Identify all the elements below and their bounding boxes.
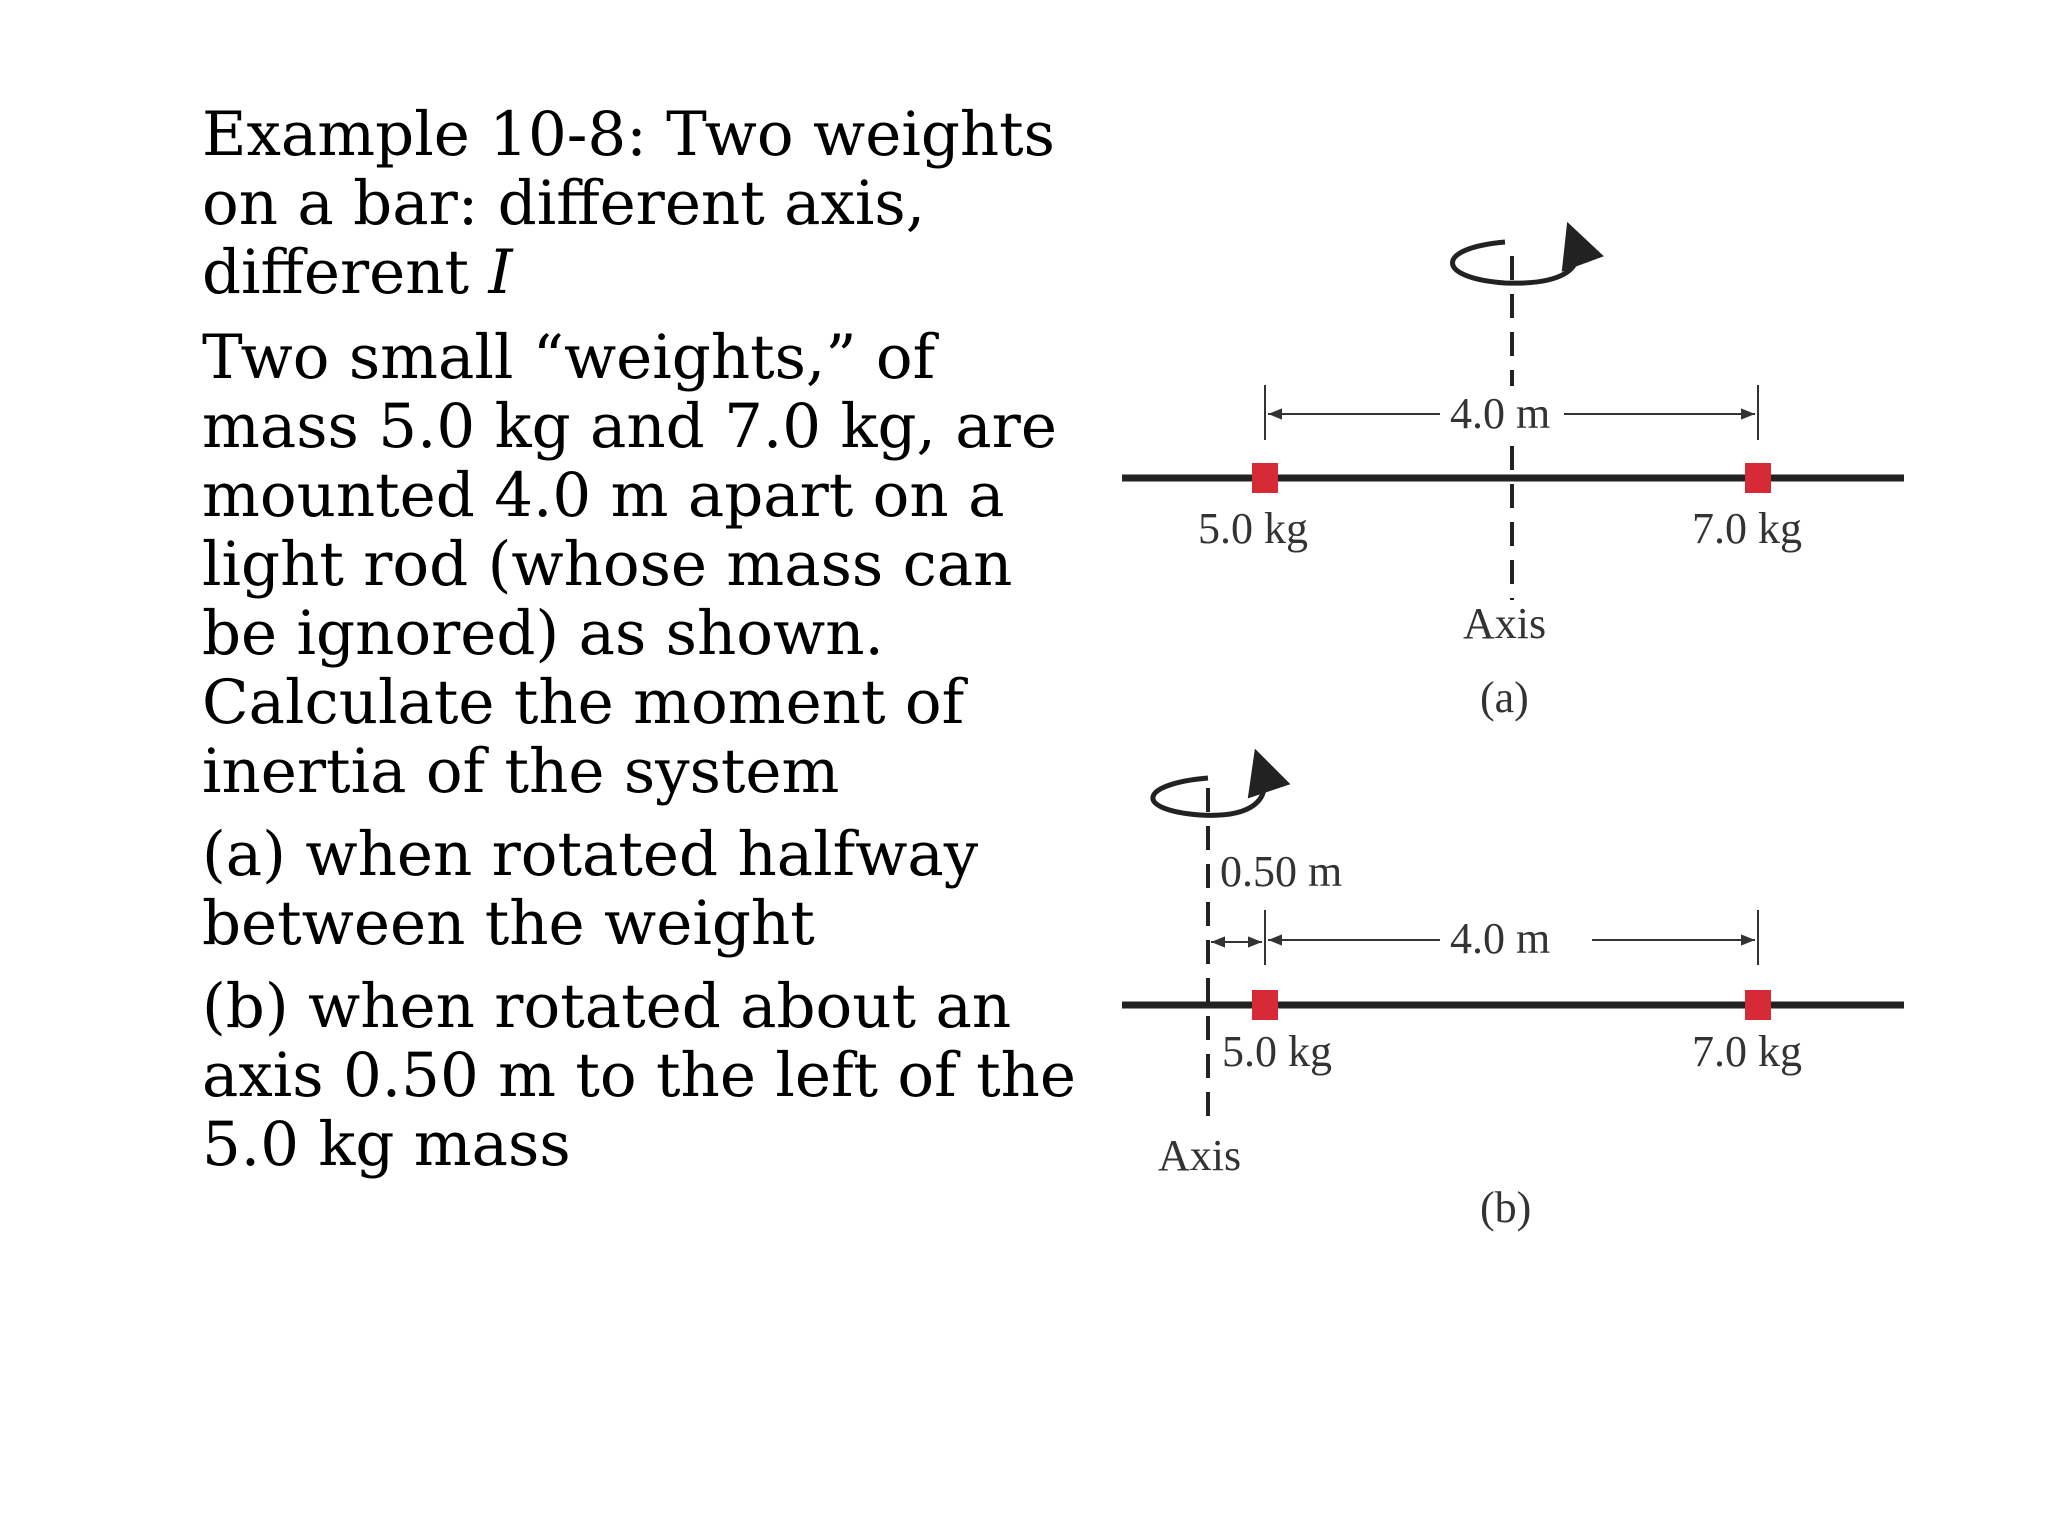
figure-a xyxy=(1122,242,1904,722)
mass-5kg-a xyxy=(1252,463,1278,493)
mass-left-label-a: 5.0 kg xyxy=(1198,504,1308,553)
mass-right-label-a: 7.0 kg xyxy=(1692,504,1802,553)
mass-right-label-b: 7.0 kg xyxy=(1692,1027,1802,1076)
distance-label-a: 4.0 m xyxy=(1450,389,1551,438)
offset-label-b: 0.50 m xyxy=(1220,847,1343,896)
rotation-arrow-icon xyxy=(1453,242,1578,283)
distance-label-b: 4.0 m xyxy=(1450,914,1551,963)
mass-left-label-b: 5.0 kg xyxy=(1222,1027,1332,1076)
title-italic-symbol: I xyxy=(488,237,513,308)
caption-b: (b) xyxy=(1480,1183,1532,1232)
caption-a: (a) xyxy=(1480,673,1529,722)
part-a-text: (a) when rotated halfway between the weight xyxy=(202,819,979,959)
figure-b xyxy=(1122,770,1904,1232)
title-text: Example 10-8: Two weights on a bar: different axis, different xyxy=(202,99,1055,308)
mass-7kg-b xyxy=(1745,990,1771,1020)
mass-5kg-b xyxy=(1252,990,1278,1020)
mass-7kg-a xyxy=(1745,463,1771,493)
part-b-text: (b) when rotated about an axis 0.50 m to the left of the 5.0 kg mass xyxy=(202,971,1077,1180)
axis-label-a: Axis xyxy=(1463,599,1547,648)
axis-label-b: Axis xyxy=(1158,1131,1242,1180)
problem-statement: Two small “weights,” of mass 5.0 kg and 7.0 kg, are mounted 4.0 m apart on a light rod (whose mass can be ignored) as shown. Calculate the moment of inertia of the system xyxy=(202,322,1057,807)
